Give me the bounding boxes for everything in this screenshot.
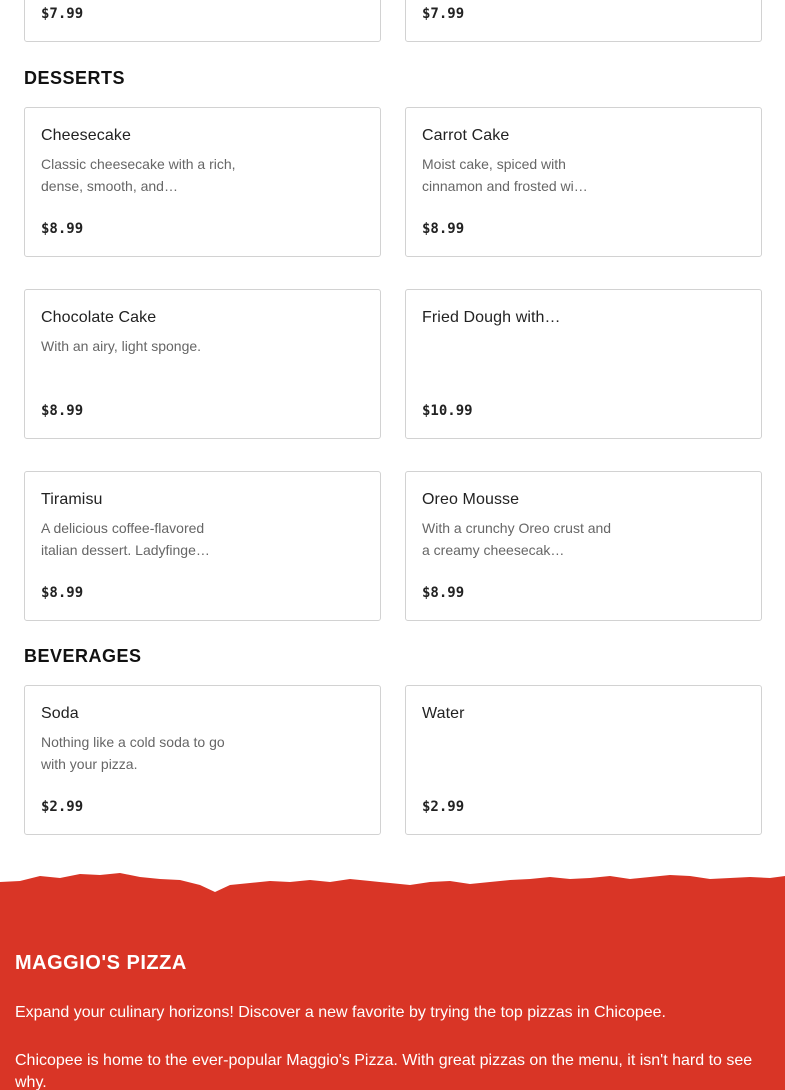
menu-item-card[interactable] (24, 471, 381, 621)
item-price: $7.99 (422, 6, 465, 22)
menu-item-card[interactable] (24, 289, 381, 439)
footer-paragraph: Chicopee is home to the ever-popular Maggio's Pizza. With great pizzas on the menu, it isn't hard to see why. (15, 1052, 753, 1090)
site-footer (0, 870, 785, 1090)
item-name: Fried Dough with… (422, 309, 561, 326)
menu-item-card[interactable] (405, 289, 762, 439)
section-title-desserts: DESSERTS (24, 68, 126, 88)
item-price: $2.99 (41, 799, 84, 815)
item-description: Classic cheesecake with a rich, dense, smooth, and… (41, 156, 236, 194)
menu-item-card[interactable] (405, 685, 762, 835)
item-description: Nothing like a cold soda to go with your pizza. (41, 734, 225, 772)
item-name: Oreo Mousse (422, 491, 520, 508)
item-description: With a crunchy Oreo crust and a creamy cheesecak… (422, 520, 612, 558)
item-price: $8.99 (422, 221, 465, 237)
footer-brand-title: MAGGIO'S PIZZA (15, 952, 187, 974)
menu-item-card[interactable] (405, 107, 762, 257)
item-price: $8.99 (41, 403, 84, 419)
item-name: Chocolate Cake (41, 309, 157, 326)
item-description: Moist cake, spiced with cinnamon and frosted wi… (422, 156, 588, 194)
item-price: $7.99 (41, 6, 84, 22)
item-price: $8.99 (41, 221, 84, 237)
menu-item-card[interactable] (24, 0, 381, 42)
item-name: Soda (41, 705, 79, 722)
item-name: Tiramisu (41, 491, 103, 508)
item-description: A delicious coffee-flavored italian dessert. Ladyfinge… (41, 520, 210, 558)
item-name: Carrot Cake (422, 127, 510, 144)
item-price: $10.99 (422, 403, 473, 419)
menu-item-card[interactable] (405, 471, 762, 621)
item-name: Cheesecake (41, 127, 131, 144)
footer-paragraph: Expand your culinary horizons! Discover a new favorite by trying the top pizzas in Chicopee. (15, 1004, 666, 1021)
menu-item-card[interactable] (405, 0, 762, 42)
menu-item-card[interactable] (24, 685, 381, 835)
item-price: $8.99 (422, 585, 465, 601)
item-price: $8.99 (41, 585, 84, 601)
menu-item-card[interactable] (24, 107, 381, 257)
item-name: Water (422, 705, 465, 722)
item-description: With an airy, light sponge. (41, 338, 202, 354)
section-title-beverages: BEVERAGES (24, 646, 142, 666)
item-price: $2.99 (422, 799, 465, 815)
